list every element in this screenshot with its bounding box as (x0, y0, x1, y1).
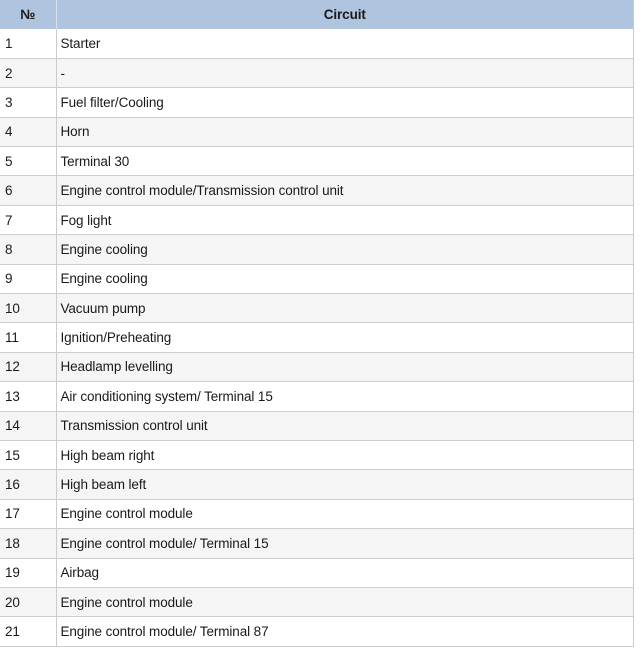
row-circuit-cell: Starter (56, 29, 634, 58)
table-body (0, 29, 634, 646)
header-row (0, 0, 634, 29)
table-row (0, 323, 634, 352)
table-row (0, 411, 634, 440)
table-row (0, 88, 634, 117)
row-number-cell: 19 (0, 558, 56, 587)
table-row (0, 587, 634, 616)
row-number-cell: 3 (0, 88, 56, 117)
table-row (0, 58, 634, 87)
row-circuit-cell: Engine control module/Transmission control unit (56, 176, 634, 205)
row-circuit-cell: Engine cooling (56, 235, 634, 264)
row-number-cell: 10 (0, 294, 56, 323)
row-number-cell: 8 (0, 235, 56, 264)
row-number-cell: 6 (0, 176, 56, 205)
row-number-cell: 17 (0, 499, 56, 528)
row-circuit-cell: Horn (56, 117, 634, 146)
table-row (0, 205, 634, 234)
table-header (0, 0, 634, 29)
row-circuit-cell: Vacuum pump (56, 294, 634, 323)
table-row (0, 470, 634, 499)
table-row (0, 117, 634, 146)
table-row (0, 352, 634, 381)
row-number-cell: 7 (0, 205, 56, 234)
row-circuit-cell: Engine control module/ Terminal 15 (56, 529, 634, 558)
row-circuit-cell: - (56, 58, 634, 87)
row-circuit-cell: Ignition/Preheating (56, 323, 634, 352)
row-circuit-cell: Engine cooling (56, 264, 634, 293)
table-row (0, 29, 634, 58)
row-circuit-cell: Fog light (56, 205, 634, 234)
table-row (0, 499, 634, 528)
table-row (0, 440, 634, 469)
table-row (0, 235, 634, 264)
row-circuit-cell: Air conditioning system/ Terminal 15 (56, 382, 634, 411)
table-row (0, 147, 634, 176)
table-row (0, 382, 634, 411)
row-circuit-cell: Engine control module/ Terminal 87 (56, 617, 634, 646)
row-number-cell: 21 (0, 617, 56, 646)
table-row (0, 558, 634, 587)
row-number-cell: 16 (0, 470, 56, 499)
row-circuit-cell: Transmission control unit (56, 411, 634, 440)
row-circuit-cell: Engine control module (56, 499, 634, 528)
row-circuit-cell: Terminal 30 (56, 147, 634, 176)
row-number-cell: 12 (0, 352, 56, 381)
row-number-cell: 15 (0, 440, 56, 469)
row-circuit-cell: Airbag (56, 558, 634, 587)
row-number-cell: 5 (0, 147, 56, 176)
table-row (0, 176, 634, 205)
table-row (0, 617, 634, 646)
row-number-cell: 4 (0, 117, 56, 146)
row-circuit-cell: Headlamp levelling (56, 352, 634, 381)
row-number-cell: 11 (0, 323, 56, 352)
row-number-cell: 18 (0, 529, 56, 558)
row-number-cell: 9 (0, 264, 56, 293)
table-row (0, 294, 634, 323)
row-circuit-cell: High beam right (56, 440, 634, 469)
column-header-number: № (0, 0, 56, 29)
column-header-circuit: Circuit (56, 0, 634, 29)
row-number-cell: 2 (0, 58, 56, 87)
row-number-cell: 14 (0, 411, 56, 440)
row-number-cell: 20 (0, 587, 56, 616)
row-number-cell: 1 (0, 29, 56, 58)
row-circuit-cell: Engine control module (56, 587, 634, 616)
row-circuit-cell: Fuel filter/Cooling (56, 88, 634, 117)
row-number-cell: 13 (0, 382, 56, 411)
row-circuit-cell: High beam left (56, 470, 634, 499)
table-row (0, 264, 634, 293)
table-row (0, 529, 634, 558)
